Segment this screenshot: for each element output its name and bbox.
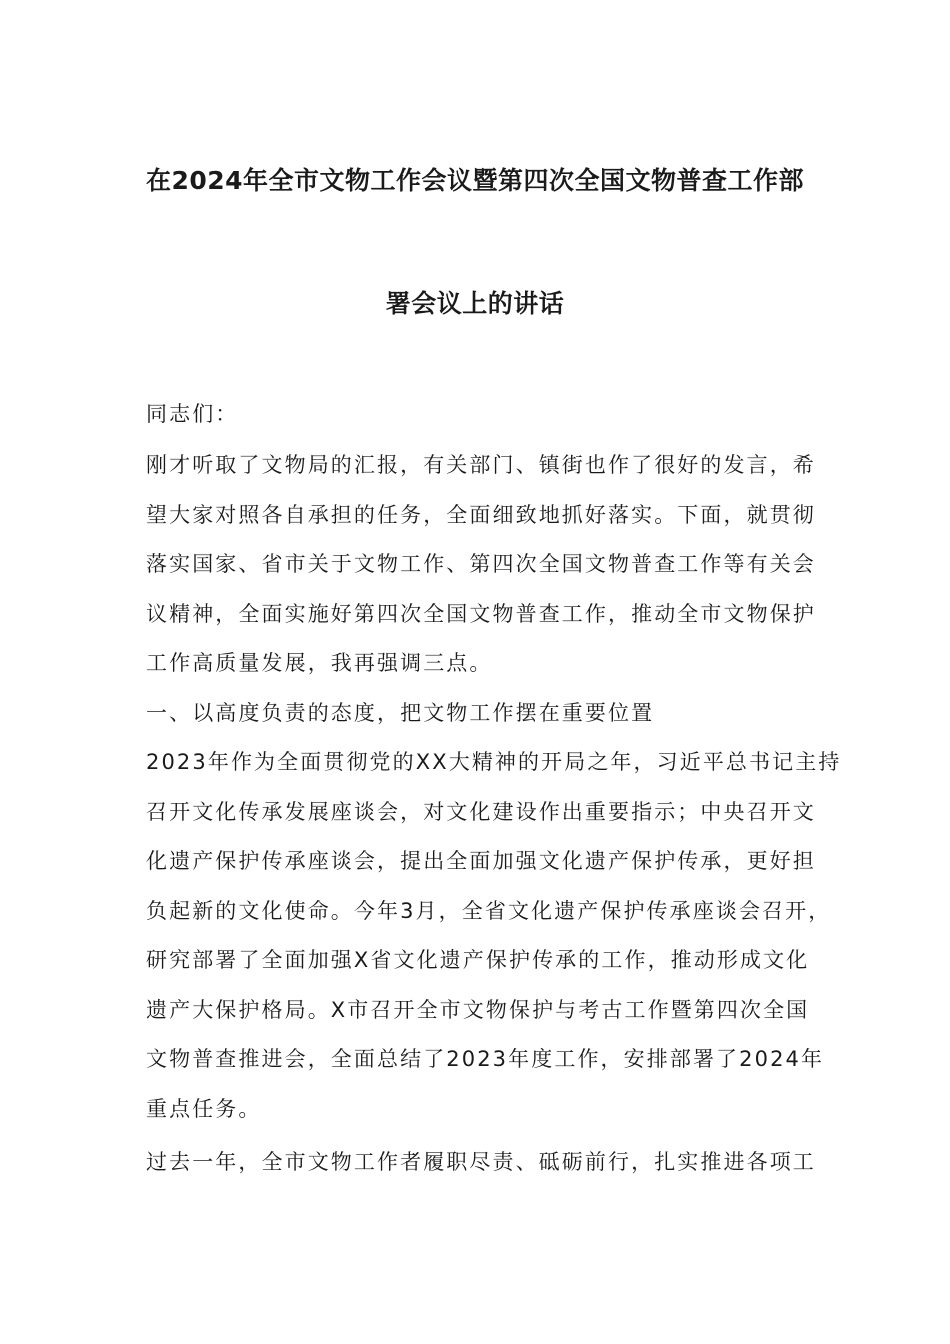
body-line: 化遗产保护传承座谈会，提出全面加强文化遗产保护传承，更好担 xyxy=(146,849,816,873)
body-line: 召开文化传承发展座谈会，对文化建设作出重要指示；中央召开文 xyxy=(146,800,816,824)
body-line: 遗产大保护格局。X市召开全市文物保护与考古工作暨第四次全国 xyxy=(146,998,810,1022)
document-title-line-1: 在2024年全市文物工作会议暨第四次全国文物普查工作部 xyxy=(145,166,805,195)
body-line: 研究部署了全面加强X省文化遗产保护传承的工作，推动形成文化 xyxy=(146,948,810,972)
body-line: 过去一年，全市文物工作者履职尽责、砥砺前行，扎实推进各项工 xyxy=(146,1150,816,1174)
body-line: 2023年作为全面贯彻党的XX大精神的开局之年，习近平总书记主持 xyxy=(146,750,842,774)
body-line: 落实国家、省市关于文物工作、第四次全国文物普查工作等有关会 xyxy=(146,552,816,576)
body-line: 文物普查推进会，全面总结了2023年度工作，安排部署了2024年 xyxy=(146,1047,825,1071)
section-heading: 一、以高度负责的态度，把文物工作摆在重要位置 xyxy=(146,701,655,725)
body-line: 议精神，全面实施好第四次全国文物普查工作，推动全市文物保护 xyxy=(146,602,816,626)
salutation: 同志们： xyxy=(146,402,239,426)
body-line: 刚才听取了文物局的汇报，有关部门、镇街也作了很好的发言，希 xyxy=(146,453,816,477)
body-line: 工作高质量发展，我再强调三点。 xyxy=(146,651,493,675)
body-line: 负起新的文化使命。今年3月，全省文化遗产保护传承座谈会召开， xyxy=(146,899,832,923)
body-line: 重点任务。 xyxy=(146,1097,262,1121)
body-line: 望大家对照各自承担的任务，全面细致地抓好落实。下面，就贯彻 xyxy=(146,503,816,527)
document-title-line-2: 署会议上的讲话 xyxy=(385,289,565,318)
